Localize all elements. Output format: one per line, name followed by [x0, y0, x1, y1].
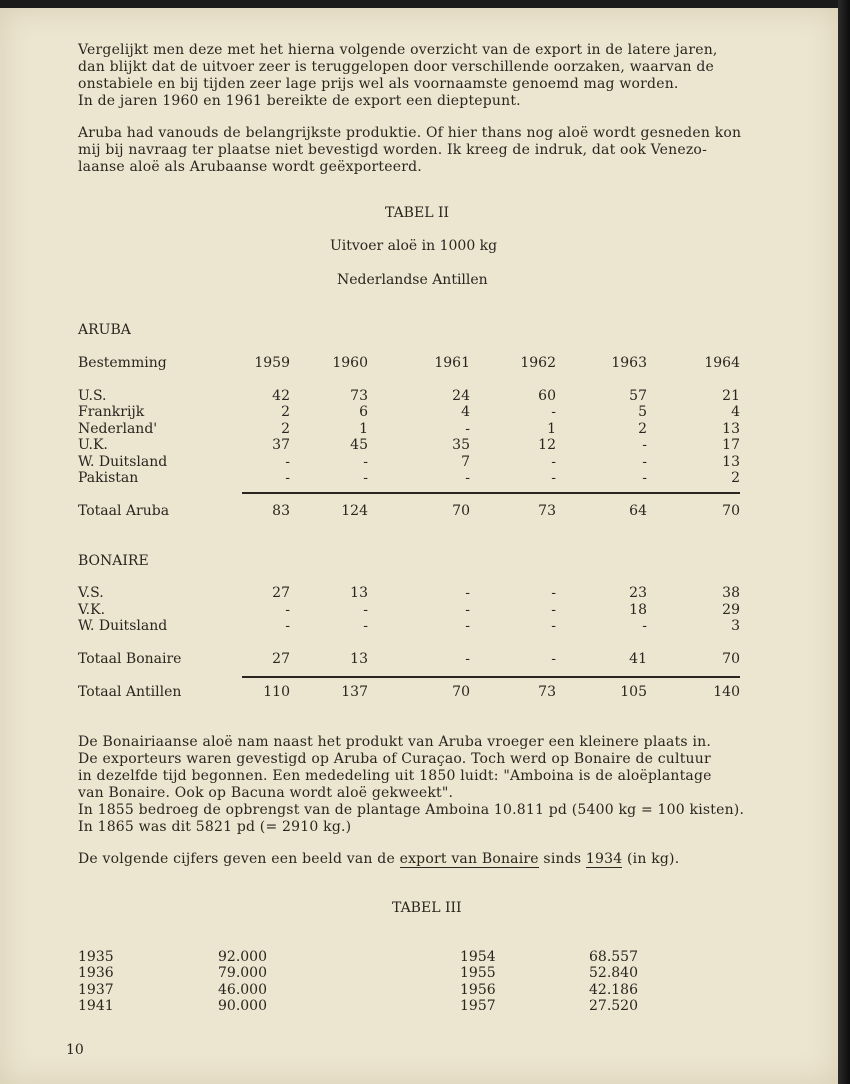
table-cell: - — [465, 421, 470, 437]
table3-year: 1955 — [460, 965, 496, 981]
table-cell: 2 — [638, 421, 647, 437]
table-cell: 12 — [538, 437, 556, 453]
table-cell: 23 — [629, 585, 647, 601]
underlined-text: export van Bonaire — [399, 851, 539, 867]
total-rule — [242, 676, 740, 678]
text-line: in dezelfde tijd begonnen. Een mededeling uit 1850 luidt: "Amboina is de aloëplantage — [78, 768, 712, 784]
intro-paragraph — [78, 42, 778, 110]
table-cell: 4 — [461, 404, 470, 420]
table-row-label: W. Duitsland — [78, 618, 168, 634]
table2-subtitle: Uitvoer aloë in 1000 kg — [330, 238, 498, 254]
bonaire-total-row-label: Totaal Bonaire — [78, 651, 182, 667]
table3-value: 92.000 — [218, 949, 267, 965]
year-header: 1960 — [332, 355, 368, 371]
table-cell: 70 — [722, 503, 740, 519]
table3-year: 1957 — [460, 998, 496, 1014]
table-cell: 1 — [359, 421, 368, 437]
table-cell: - — [465, 470, 470, 486]
bonaire-heading: BONAIRE — [78, 553, 149, 569]
table-cell: - — [465, 602, 470, 618]
export-line-text: (in kg). — [622, 851, 680, 867]
table-cell: 13 — [350, 585, 368, 601]
table-cell: - — [465, 651, 470, 667]
table3-value: 27.520 — [589, 998, 638, 1014]
dest-header: Bestemming — [78, 355, 167, 371]
table-cell: 42 — [272, 388, 290, 404]
table-cell: 35 — [452, 437, 470, 453]
table3-year: 1937 — [78, 982, 114, 998]
table-cell: - — [642, 618, 647, 634]
table-cell: 27 — [272, 651, 290, 667]
table3-value: 90.000 — [218, 998, 267, 1014]
aruba-heading: ARUBA — [78, 322, 131, 338]
table-cell: 110 — [263, 684, 290, 700]
table-cell: - — [642, 437, 647, 453]
text-line: Aruba had vanouds de belangrijkste produktie. Of hier thans nog aloë wordt gesneden kon — [78, 125, 742, 141]
table-row-label: U.S. — [78, 388, 107, 404]
text-line: De Bonairiaanse aloë nam naast het produkt van Aruba vroeger een kleinere plaats in. — [78, 734, 711, 750]
table3-year: 1936 — [78, 965, 114, 981]
table-row-label: Pakistan — [78, 470, 139, 486]
table-row-label: Frankrijk — [78, 404, 145, 420]
table-cell: - — [551, 404, 556, 420]
table-cell: 70 — [722, 651, 740, 667]
table3-value: 42.186 — [589, 982, 638, 998]
table-cell: 73 — [538, 684, 556, 700]
table-cell: 83 — [272, 503, 290, 519]
table-cell: 57 — [629, 388, 647, 404]
export-line-text: De volgende cijfers geven een beeld van de — [78, 851, 400, 867]
table-cell: 21 — [722, 388, 740, 404]
table-cell: 70 — [452, 503, 470, 519]
table-row-label: V.S. — [78, 585, 104, 601]
table-cell: 64 — [629, 503, 647, 519]
table-cell: - — [642, 470, 647, 486]
bonaire-paragraph — [78, 734, 778, 836]
table-cell: 13 — [350, 651, 368, 667]
table-cell: 2 — [731, 470, 740, 486]
table-cell: - — [465, 618, 470, 634]
table3-value: 68.557 — [589, 949, 638, 965]
table-cell: - — [285, 470, 290, 486]
table-cell: 18 — [629, 602, 647, 618]
table3-value: 52.840 — [589, 965, 638, 981]
table-cell: 70 — [452, 684, 470, 700]
text-line: dan blijkt dat de uitvoer zeer is teruggelopen door verschillende oorzaken, waarvan de — [78, 59, 715, 75]
table-cell: - — [551, 470, 556, 486]
table-cell: 1 — [547, 421, 556, 437]
table-cell: 4 — [731, 404, 740, 420]
table-cell: 24 — [452, 388, 470, 404]
text-line: In 1855 bedroeg de opbrengst van de plantage Amboina 10.811 pd (5400 kg = 100 kisten). — [78, 802, 745, 818]
text-line: De exporteurs waren gevestigd op Aruba of Curaçao. Toch werd op Bonaire de cultuur — [78, 751, 711, 767]
table-cell: 45 — [350, 437, 368, 453]
year-header: 1962 — [520, 355, 556, 371]
export-line — [78, 851, 778, 868]
table-row-label: W. Duitsland — [78, 454, 168, 470]
table-cell: 137 — [341, 684, 368, 700]
table3-year: 1935 — [78, 949, 114, 965]
table2-subtitle-2: Nederlandse Antillen — [337, 272, 488, 288]
table-cell: - — [551, 618, 556, 634]
export-line-text: sinds — [538, 851, 586, 867]
table-cell: 140 — [713, 684, 740, 700]
text-line: onstabiele en bij tijden zeer lage prijs wel als voornaamste genoemd mag worden. — [78, 76, 679, 92]
table-cell: 7 — [461, 454, 470, 470]
antillen-total-row-label: Totaal Antillen — [78, 684, 182, 700]
table-cell: 124 — [341, 503, 368, 519]
year-header: 1963 — [611, 355, 647, 371]
table-cell: - — [551, 454, 556, 470]
table-cell: 13 — [722, 421, 740, 437]
text-line: van Bonaire. Ook op Bacuna wordt aloë gekweekt". — [78, 785, 454, 801]
table-cell: 2 — [281, 404, 290, 420]
table-cell: 3 — [731, 618, 740, 634]
table-row-label: V.K. — [78, 602, 106, 618]
year-header: 1959 — [254, 355, 290, 371]
table-cell: 73 — [350, 388, 368, 404]
table3-year: 1941 — [78, 998, 114, 1014]
book-edge — [838, 0, 850, 1084]
table-cell: - — [285, 618, 290, 634]
table-cell: - — [363, 602, 368, 618]
table-cell: 41 — [629, 651, 647, 667]
aruba-total-row-label: Totaal Aruba — [78, 503, 170, 519]
table-cell: 13 — [722, 454, 740, 470]
text-line: In 1865 was dit 5821 pd (= 2910 kg.) — [78, 819, 352, 835]
table-cell: 38 — [722, 585, 740, 601]
table3-year: 1956 — [460, 982, 496, 998]
table-cell: - — [465, 585, 470, 601]
text-line: mij bij navraag ter plaatse niet bevestigd worden. Ik kreeg de indruk, dat ook Venezo- — [78, 142, 707, 158]
table-cell: 27 — [272, 585, 290, 601]
table-cell: - — [285, 454, 290, 470]
table-cell: 2 — [281, 421, 290, 437]
table-cell: - — [642, 454, 647, 470]
table-cell: 105 — [620, 684, 647, 700]
text-line: laanse aloë als Arubaanse wordt geëxporteerd. — [78, 159, 422, 175]
table-cell: - — [551, 602, 556, 618]
year-header: 1961 — [434, 355, 470, 371]
table3-value: 46.000 — [218, 982, 267, 998]
table-cell: 73 — [538, 503, 556, 519]
table-cell: - — [285, 602, 290, 618]
year-header: 1964 — [704, 355, 740, 371]
table-cell: - — [363, 454, 368, 470]
table-cell: - — [363, 470, 368, 486]
table-cell: 37 — [272, 437, 290, 453]
table3-value: 79.000 — [218, 965, 267, 981]
aruba-paragraph — [78, 125, 778, 176]
table2-title: TABEL II — [385, 205, 449, 221]
table-cell: 60 — [538, 388, 556, 404]
underlined-text: 1934 — [585, 851, 623, 867]
table-cell: - — [551, 585, 556, 601]
text-line: Vergelijkt men deze met het hierna volgende overzicht van de export in de latere jaren, — [78, 42, 718, 58]
table3-title: TABEL III — [392, 900, 462, 916]
table3-year: 1954 — [460, 949, 496, 965]
text-line: In de jaren 1960 en 1961 bereikte de export een dieptepunt. — [78, 93, 521, 109]
table-cell: 6 — [359, 404, 368, 420]
table-cell: - — [551, 651, 556, 667]
table-row-label: Nederland' — [78, 421, 158, 437]
total-rule — [242, 492, 740, 494]
table-cell: - — [363, 618, 368, 634]
table-cell: 17 — [722, 437, 740, 453]
table-row-label: U.K. — [78, 437, 108, 453]
page-number: 10 — [66, 1042, 84, 1058]
table-cell: 5 — [638, 404, 647, 420]
table-cell: 29 — [722, 602, 740, 618]
